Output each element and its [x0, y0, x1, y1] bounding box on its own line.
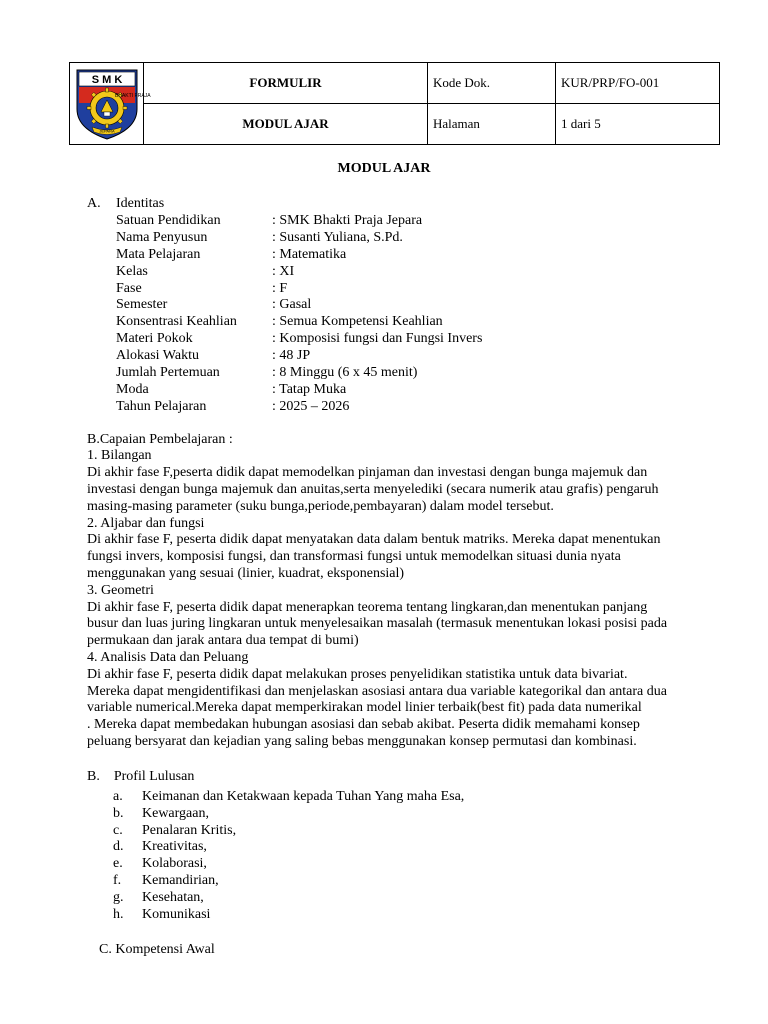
list-marker: g. — [113, 890, 124, 905]
capaian-line: menggunakan yang sesuai (linier, kuadrat, eksponensial) — [87, 566, 405, 581]
halaman-label-cell — [428, 104, 556, 145]
capaian-line: Mereka dapat mengidentifikasi dan menjelaskan asosiasi antara dua variable kategorikal dan antara dua — [87, 684, 667, 699]
list-text: Kreativitas, — [142, 839, 207, 854]
identity-key: Kelas — [116, 264, 148, 279]
list-marker: c. — [113, 823, 123, 838]
list-text: Kolaborasi, — [142, 856, 207, 871]
identity-value: : 2025 – 2026 — [272, 399, 350, 414]
kode-label: Kode Dok. — [433, 75, 491, 90]
list-marker: e. — [113, 856, 123, 871]
identity-key: Satuan Pendidikan — [116, 213, 221, 228]
header-row-1 — [70, 63, 720, 104]
kode-value: KUR/PRP/FO-001 — [561, 75, 660, 90]
capaian-line: fungsi invers, komposisi fungsi, dan transformasi fungsi untuk memodelkan situasi dunia nyata — [87, 549, 621, 564]
identity-value: : Matematika — [272, 247, 347, 262]
identitas-marker: A. — [87, 196, 101, 211]
capaian-line: Di akhir fase F, peserta didik dapat melakukan proses penyelidikan statistika untuk data bivariat. — [87, 667, 628, 682]
identity-value: : Komposisi fungsi dan Fungsi Invers — [272, 331, 483, 346]
identity-value: : XI — [272, 264, 295, 279]
list-marker: b. — [113, 806, 124, 821]
capaian-line: busur dan luas juring lingkaran untuk menyelesaikan masalah (termasuk menentukan lokasi posisi pada — [87, 616, 668, 631]
halaman-value: 1 dari 5 — [561, 116, 601, 131]
identity-value: : Tatap Muka — [272, 382, 347, 397]
list-text: Penalaran Kritis, — [142, 823, 237, 838]
list-marker: d. — [113, 839, 124, 854]
list-marker: f. — [113, 873, 122, 888]
svg-text:S M K: S M K — [91, 73, 122, 86]
identity-value: : Susanti Yuliana, S.Pd. — [272, 230, 403, 245]
capaian-line: peluang bersyarat dan kejadian yang saling bebas menggunakan konsep permutasi dan kombinasi. — [87, 734, 637, 749]
identity-key: Materi Pokok — [116, 331, 193, 346]
identity-value: : Semua Kompetensi Keahlian — [272, 314, 443, 329]
capaian-line: masing-masing parameter (suku bunga,periode,pembayaran) dalam model tersebut. — [87, 499, 554, 514]
formulir-cell — [144, 63, 428, 104]
svg-text:BHAKTI PRAJA: BHAKTI PRAJA — [114, 92, 151, 99]
identity-key: Moda — [116, 382, 149, 397]
capaian-line: 3. Geometri — [87, 583, 154, 598]
capaian-line: variable numerical.Mereka dapat memperkirakan model linier terbaik(best fit) pada data numerikal — [87, 700, 642, 715]
document-header-table — [69, 62, 720, 145]
list-marker: h. — [113, 907, 124, 922]
capaian-line: 1. Bilangan — [87, 448, 152, 463]
list-text: Kesehatan, — [142, 890, 204, 905]
identity-key: Jumlah Pertemuan — [116, 365, 220, 380]
identity-key: Fase — [116, 281, 142, 296]
header-row-2 — [70, 104, 720, 145]
modul-ajar-label: MODUL AJAR — [242, 116, 329, 131]
list-text: Kewargaan, — [142, 806, 209, 821]
identity-key: Semester — [116, 297, 168, 312]
modul-ajar-cell — [144, 104, 428, 145]
profil-heading: B. Profil Lulusan — [87, 769, 195, 784]
identitas-heading: Identitas — [116, 196, 165, 211]
smk-logo-icon — [74, 67, 151, 141]
kode-label-cell — [428, 63, 556, 104]
capaian-line: Di akhir fase F, peserta didik dapat menerapkan teorema tentang lingkaran,dan menentukan panjang — [87, 600, 648, 615]
logo-cell — [70, 63, 151, 145]
capaian-line: Di akhir fase F,peserta didik dapat memodelkan pinjaman dan investasi dengan bunga majemuk dan — [87, 465, 648, 480]
list-marker: a. — [113, 789, 123, 804]
identity-value: : 8 Minggu (6 x 45 menit) — [272, 365, 418, 380]
identity-key: Konsentrasi Keahlian — [116, 314, 237, 329]
list-text: Kemandirian, — [142, 873, 219, 888]
capaian-line: investasi dengan bunga majemuk dan anuitas,serta menyelediki (secara numerik atau grafis) pengaruh — [87, 482, 659, 497]
kompetensi-heading: C. Kompetensi Awal — [99, 942, 215, 957]
list-text: Keimanan dan Ketakwaan kepada Tuhan Yang maha Esa, — [142, 789, 465, 804]
identity-value: : 48 JP — [272, 348, 311, 363]
identity-value: : Gasal — [272, 297, 312, 312]
svg-text:JEPARA: JEPARA — [98, 128, 115, 133]
halaman-label: Halaman — [433, 116, 480, 131]
identity-value: : F — [272, 281, 288, 296]
capaian-line: . Mereka dapat membedakan hubungan asosiasi dan sebab akibat. Peserta didik memahami konsep — [87, 717, 640, 732]
capaian-line: 4. Analisis Data dan Peluang — [87, 650, 249, 665]
halaman-value-cell — [556, 104, 720, 145]
identity-key: Mata Pelajaran — [116, 247, 201, 262]
identity-key: Tahun Pelajaran — [116, 399, 207, 414]
kode-value-cell — [556, 63, 720, 104]
formulir-label: FORMULIR — [249, 75, 322, 90]
identity-key: Alokasi Waktu — [116, 348, 199, 363]
capaian-line: Di akhir fase F, peserta didik dapat menyatakan data dalam bentuk matriks. Mereka dapat menentukan — [87, 532, 661, 547]
identity-value: : SMK Bhakti Praja Jepara — [272, 213, 423, 228]
capaian-line: 2. Aljabar dan fungsi — [87, 516, 205, 531]
identity-key: Nama Penyusun — [116, 230, 208, 245]
capaian-line: permukaan dan jarak antara dua tempat di bumi) — [87, 633, 359, 648]
list-text: Komunikasi — [142, 907, 211, 922]
capaian-heading: B.Capaian Pembelajaran : — [87, 432, 233, 447]
page-title: MODUL AJAR — [337, 161, 431, 176]
